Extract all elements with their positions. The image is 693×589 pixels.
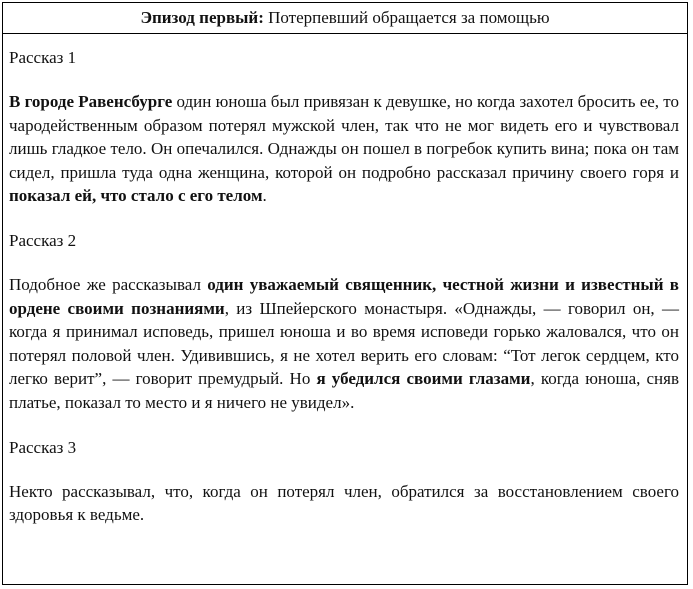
episode-title-bold: Эпизод первый: — [140, 8, 264, 27]
story-3-text — [9, 480, 679, 527]
story-2-seg-4: , когда юноша, сняв платье, показал то место и я ничего не увидел». — [9, 369, 680, 412]
story-3-label: Рассказ 3 — [9, 437, 77, 457]
story-2-label: Рассказ 2 — [9, 230, 77, 250]
document-body — [3, 46, 687, 527]
story-1-text — [9, 90, 679, 208]
episode-title — [3, 3, 687, 34]
story-1-seg-0: В городе Равенсбурге — [9, 92, 173, 111]
story-2-text — [9, 273, 679, 415]
story-2-seg-1: один уважаемый священник, честной жизни и известный в ордене своими познаниями — [9, 274, 679, 318]
story-1-seg-3: . — [262, 186, 267, 206]
document-frame — [2, 2, 688, 585]
story-1-label: Рассказ 1 — [9, 48, 77, 67]
episode-title-rest: Потерпевший обращается за помощью — [263, 8, 550, 27]
story-2-seg-2: , из Шпейерского монастыря. «Однажды, — говорил он, — когда я принимал исповедь, пришел юноша и во время исповеди горько жаловался, что он потерял половой член. Удивившись, я не хотел верить его словам: “Тот легок сердцем, кто легко верит”, — говорит премудрый. Но — [9, 298, 679, 389]
story-3-seg-0: Некто рассказывал, что, когда он потерял член, обратился за восстановлением своего здоровья к ведьме. — [9, 481, 679, 525]
story-2-seg-3: я убедился своими глазами — [316, 369, 531, 389]
story-2-seg-0: Подобное же рассказывал — [9, 274, 208, 294]
story-1-seg-2: показал ей, что стало с его телом — [9, 186, 263, 206]
story-1-seg-1: один юноша был привязан к девушке, но когда захотел бросить ее, то чародейственным образом потерял мужской член, так что не мог видеть его и чувствовал лишь гладкое тело. Он опечалился. Однажды он пошел в погребок купить вина; пока он там сидел, пришла туда одна женщина, которой он подробно рассказал причину своего горя и — [9, 92, 680, 182]
